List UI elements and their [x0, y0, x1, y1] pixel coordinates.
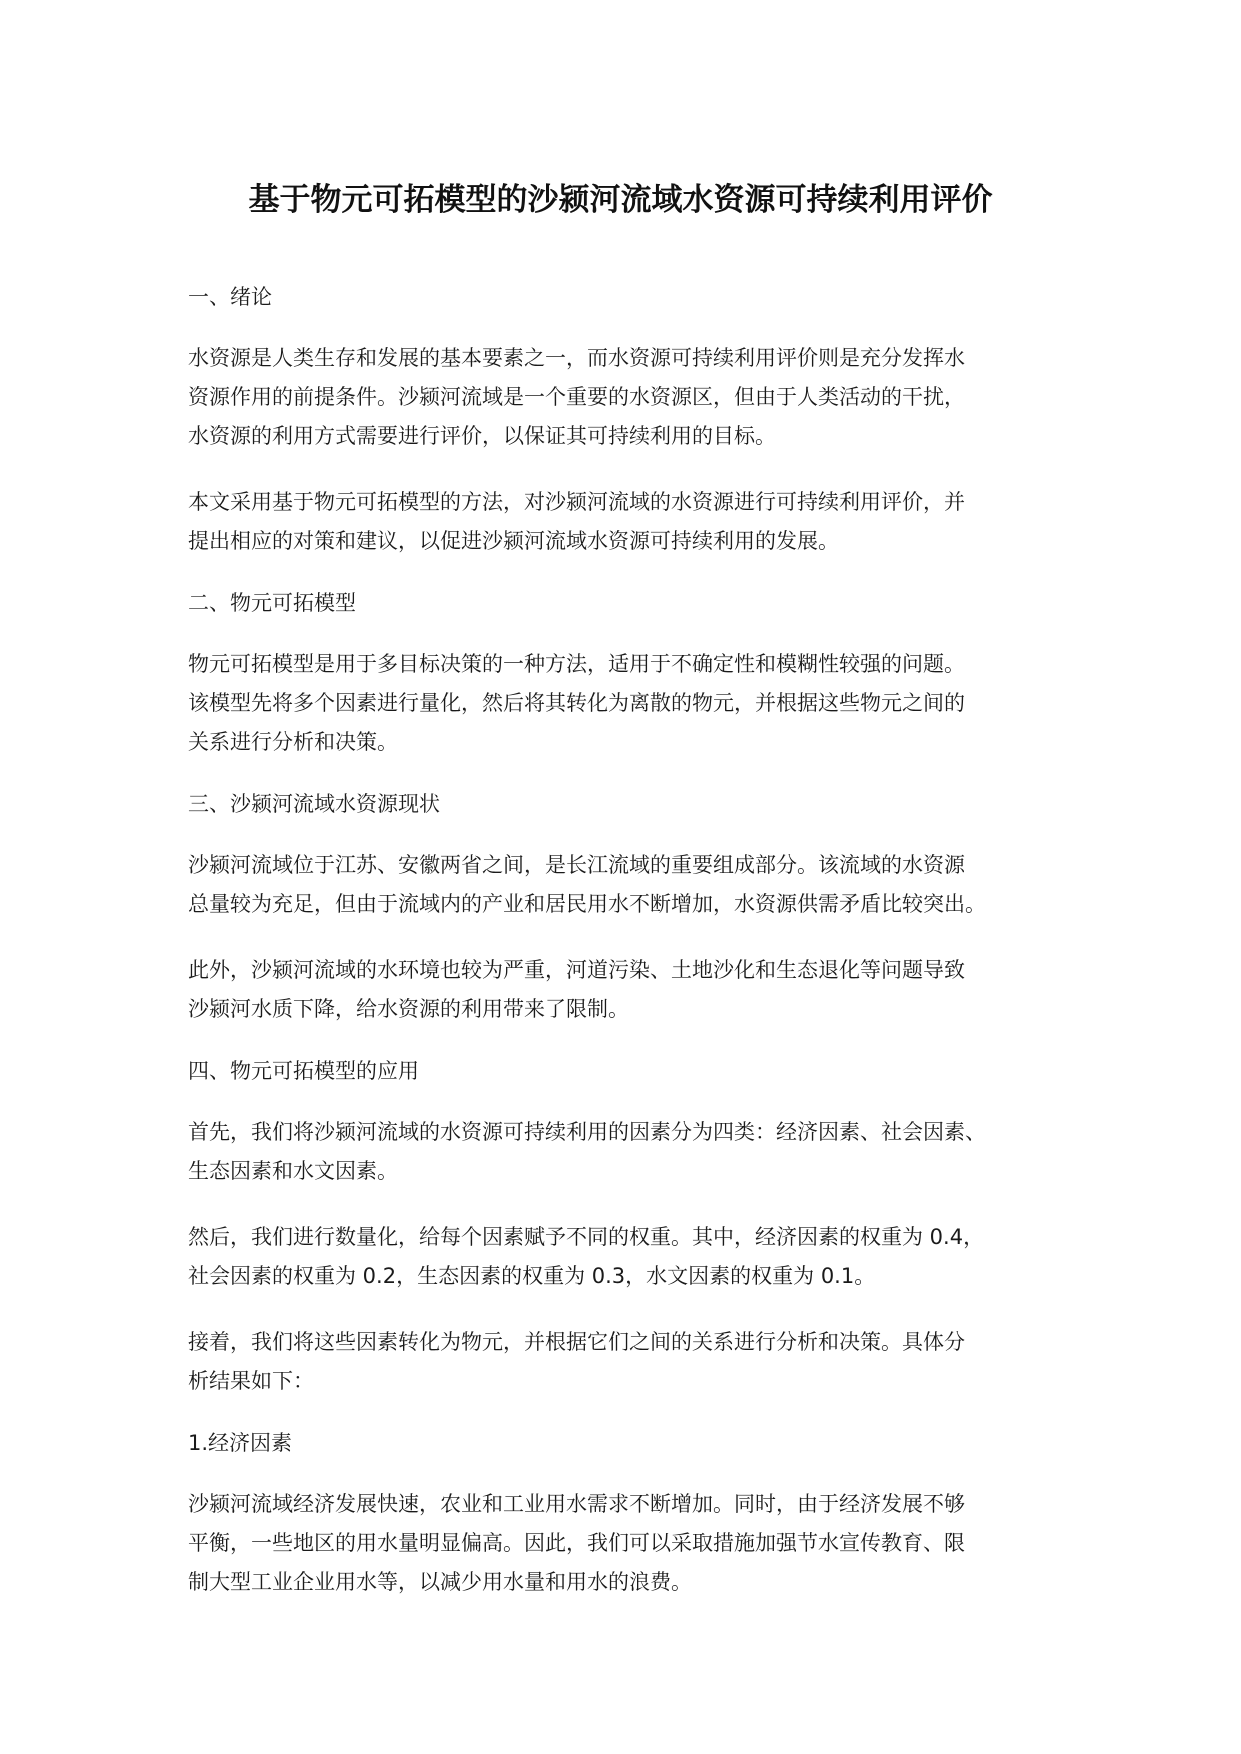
paragraph [188, 645, 1068, 762]
paragraph-line: 沙颍河水质下降，给水资源的利用带来了限制。 [188, 997, 629, 1021]
paragraph-line: 制大型工业企业用水等，以减少用水量和用水的浪费。 [188, 1570, 692, 1594]
paragraph-line: 析结果如下： [188, 1369, 314, 1393]
paragraph-line: 生态因素和水文因素。 [188, 1159, 398, 1183]
paragraph-line: 该模型先将多个因素进行量化，然后将其转化为离散的物元，并根据这些物元之间的 [188, 691, 965, 715]
paragraph [188, 1485, 1068, 1602]
paragraph [188, 339, 1068, 456]
paragraph-line: 物元可拓模型是用于多目标决策的一种方法，适用于不确定性和模糊性较强的问题。 [188, 652, 965, 676]
subsection-heading-economic: 1.经济因素 [188, 1431, 293, 1455]
paragraph-line: 本文采用基于物元可拓模型的方法，对沙颍河流域的水资源进行可持续利用评价，并 [188, 490, 965, 514]
paragraph-line: 此外，沙颍河流域的水环境也较为严重，河道污染、土地沙化和生态退化等问题导致 [188, 958, 965, 982]
section-heading-model: 二、物元可拓模型 [188, 591, 356, 615]
paragraph-line: 社会因素的权重为 0.2，生态因素的权重为 0.3，水文因素的权重为 0.1。 [188, 1264, 876, 1288]
paragraph-line: 提出相应的对策和建议，以促进沙颍河流域水资源可持续利用的发展。 [188, 529, 839, 553]
paragraph-line: 沙颍河流域位于江苏、安徽两省之间，是长江流域的重要组成部分。该流域的水资源 [188, 853, 965, 877]
paragraph [188, 1113, 1068, 1191]
section-heading-intro: 一、绪论 [188, 285, 272, 309]
paragraph [188, 951, 1068, 1029]
section-heading-status: 三、沙颍河流域水资源现状 [188, 792, 440, 816]
paragraph-line: 沙颍河流域经济发展快速，农业和工业用水需求不断增加。同时，由于经济发展不够 [188, 1492, 965, 1516]
section-heading-application: 四、物元可拓模型的应用 [188, 1059, 419, 1083]
paragraph-line: 水资源的利用方式需要进行评价，以保证其可持续利用的目标。 [188, 424, 776, 448]
paragraph [188, 483, 1068, 561]
paragraph [188, 1323, 1068, 1401]
paragraph [188, 1218, 1068, 1296]
paragraph-line: 关系进行分析和决策。 [188, 730, 398, 754]
paragraph-line: 平衡，一些地区的用水量明显偏高。因此，我们可以采取措施加强节水宣传教育、限 [188, 1531, 965, 1555]
document-title: 基于物元可拓模型的沙颍河流域水资源可持续利用评价 [248, 182, 993, 218]
paragraph-line: 资源作用的前提条件。沙颍河流域是一个重要的水资源区，但由于人类活动的干扰， [188, 385, 965, 409]
paragraph [188, 846, 1068, 924]
paragraph-line: 然后，我们进行数量化，给每个因素赋予不同的权重。其中，经济因素的权重为 0.4， [188, 1225, 985, 1249]
paragraph-line: 总量较为充足，但由于流域内的产业和居民用水不断增加，水资源供需矛盾比较突出。 [188, 892, 986, 916]
document-body [188, 282, 1068, 1629]
paragraph-line: 水资源是人类生存和发展的基本要素之一，而水资源可持续利用评价则是充分发挥水 [188, 346, 965, 370]
paragraph-line: 首先，我们将沙颍河流域的水资源可持续利用的因素分为四类：经济因素、社会因素、 [188, 1120, 986, 1144]
paragraph-line: 接着，我们将这些因素转化为物元，并根据它们之间的关系进行分析和决策。具体分 [188, 1330, 965, 1354]
